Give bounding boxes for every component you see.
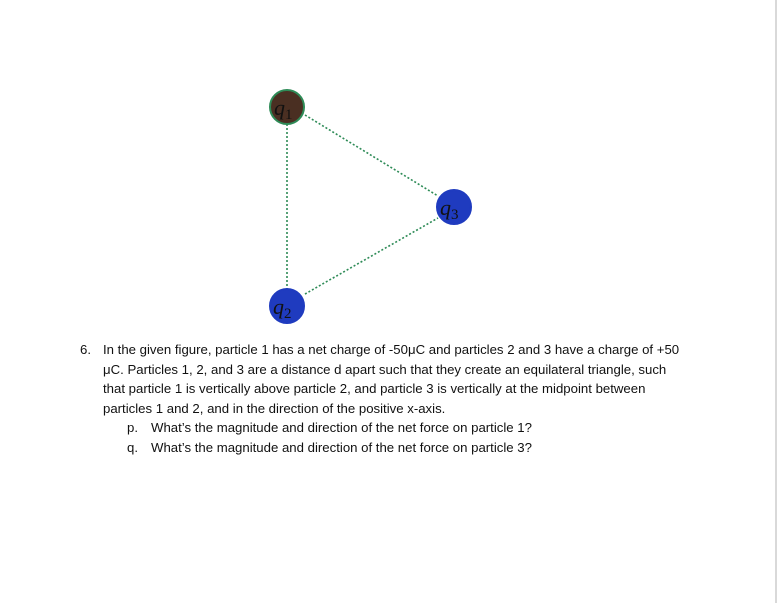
question-number: 6. [80,342,91,357]
part-text: What’s the magnitude and direction of the net force on particle 1? [151,420,532,435]
side-q1-q3 [305,115,438,196]
particle-q2 [270,289,304,323]
part-letter: p. [127,420,138,435]
particle-q1 [270,90,304,124]
question-part-p [127,418,680,438]
particle-q2-label: q2 [273,294,292,322]
particle-q3 [437,190,471,224]
question-6 [80,340,680,457]
question-stem: In the given figure, particle 1 has a net charge of -50μC and particles 2 and 3 have a charge of +50 μC. Particles 1, 2, and 3 are a distance d apart such that they create an equilateral triangle, such that particle 1 is vertically above particle 2, and particle 3 is vertically at the midpoint between particles 1 and 2, and in the direction of the positive x-axis. [103,342,680,416]
question-part-q [127,438,680,458]
particle-q1-label: q1 [274,95,293,123]
side-q2-q3 [305,218,438,294]
particle-q3-label: q3 [440,195,459,223]
part-letter: q. [127,439,138,455]
part-text: What’s the magnitude and direction of the net force on particle 3? [151,439,532,455]
